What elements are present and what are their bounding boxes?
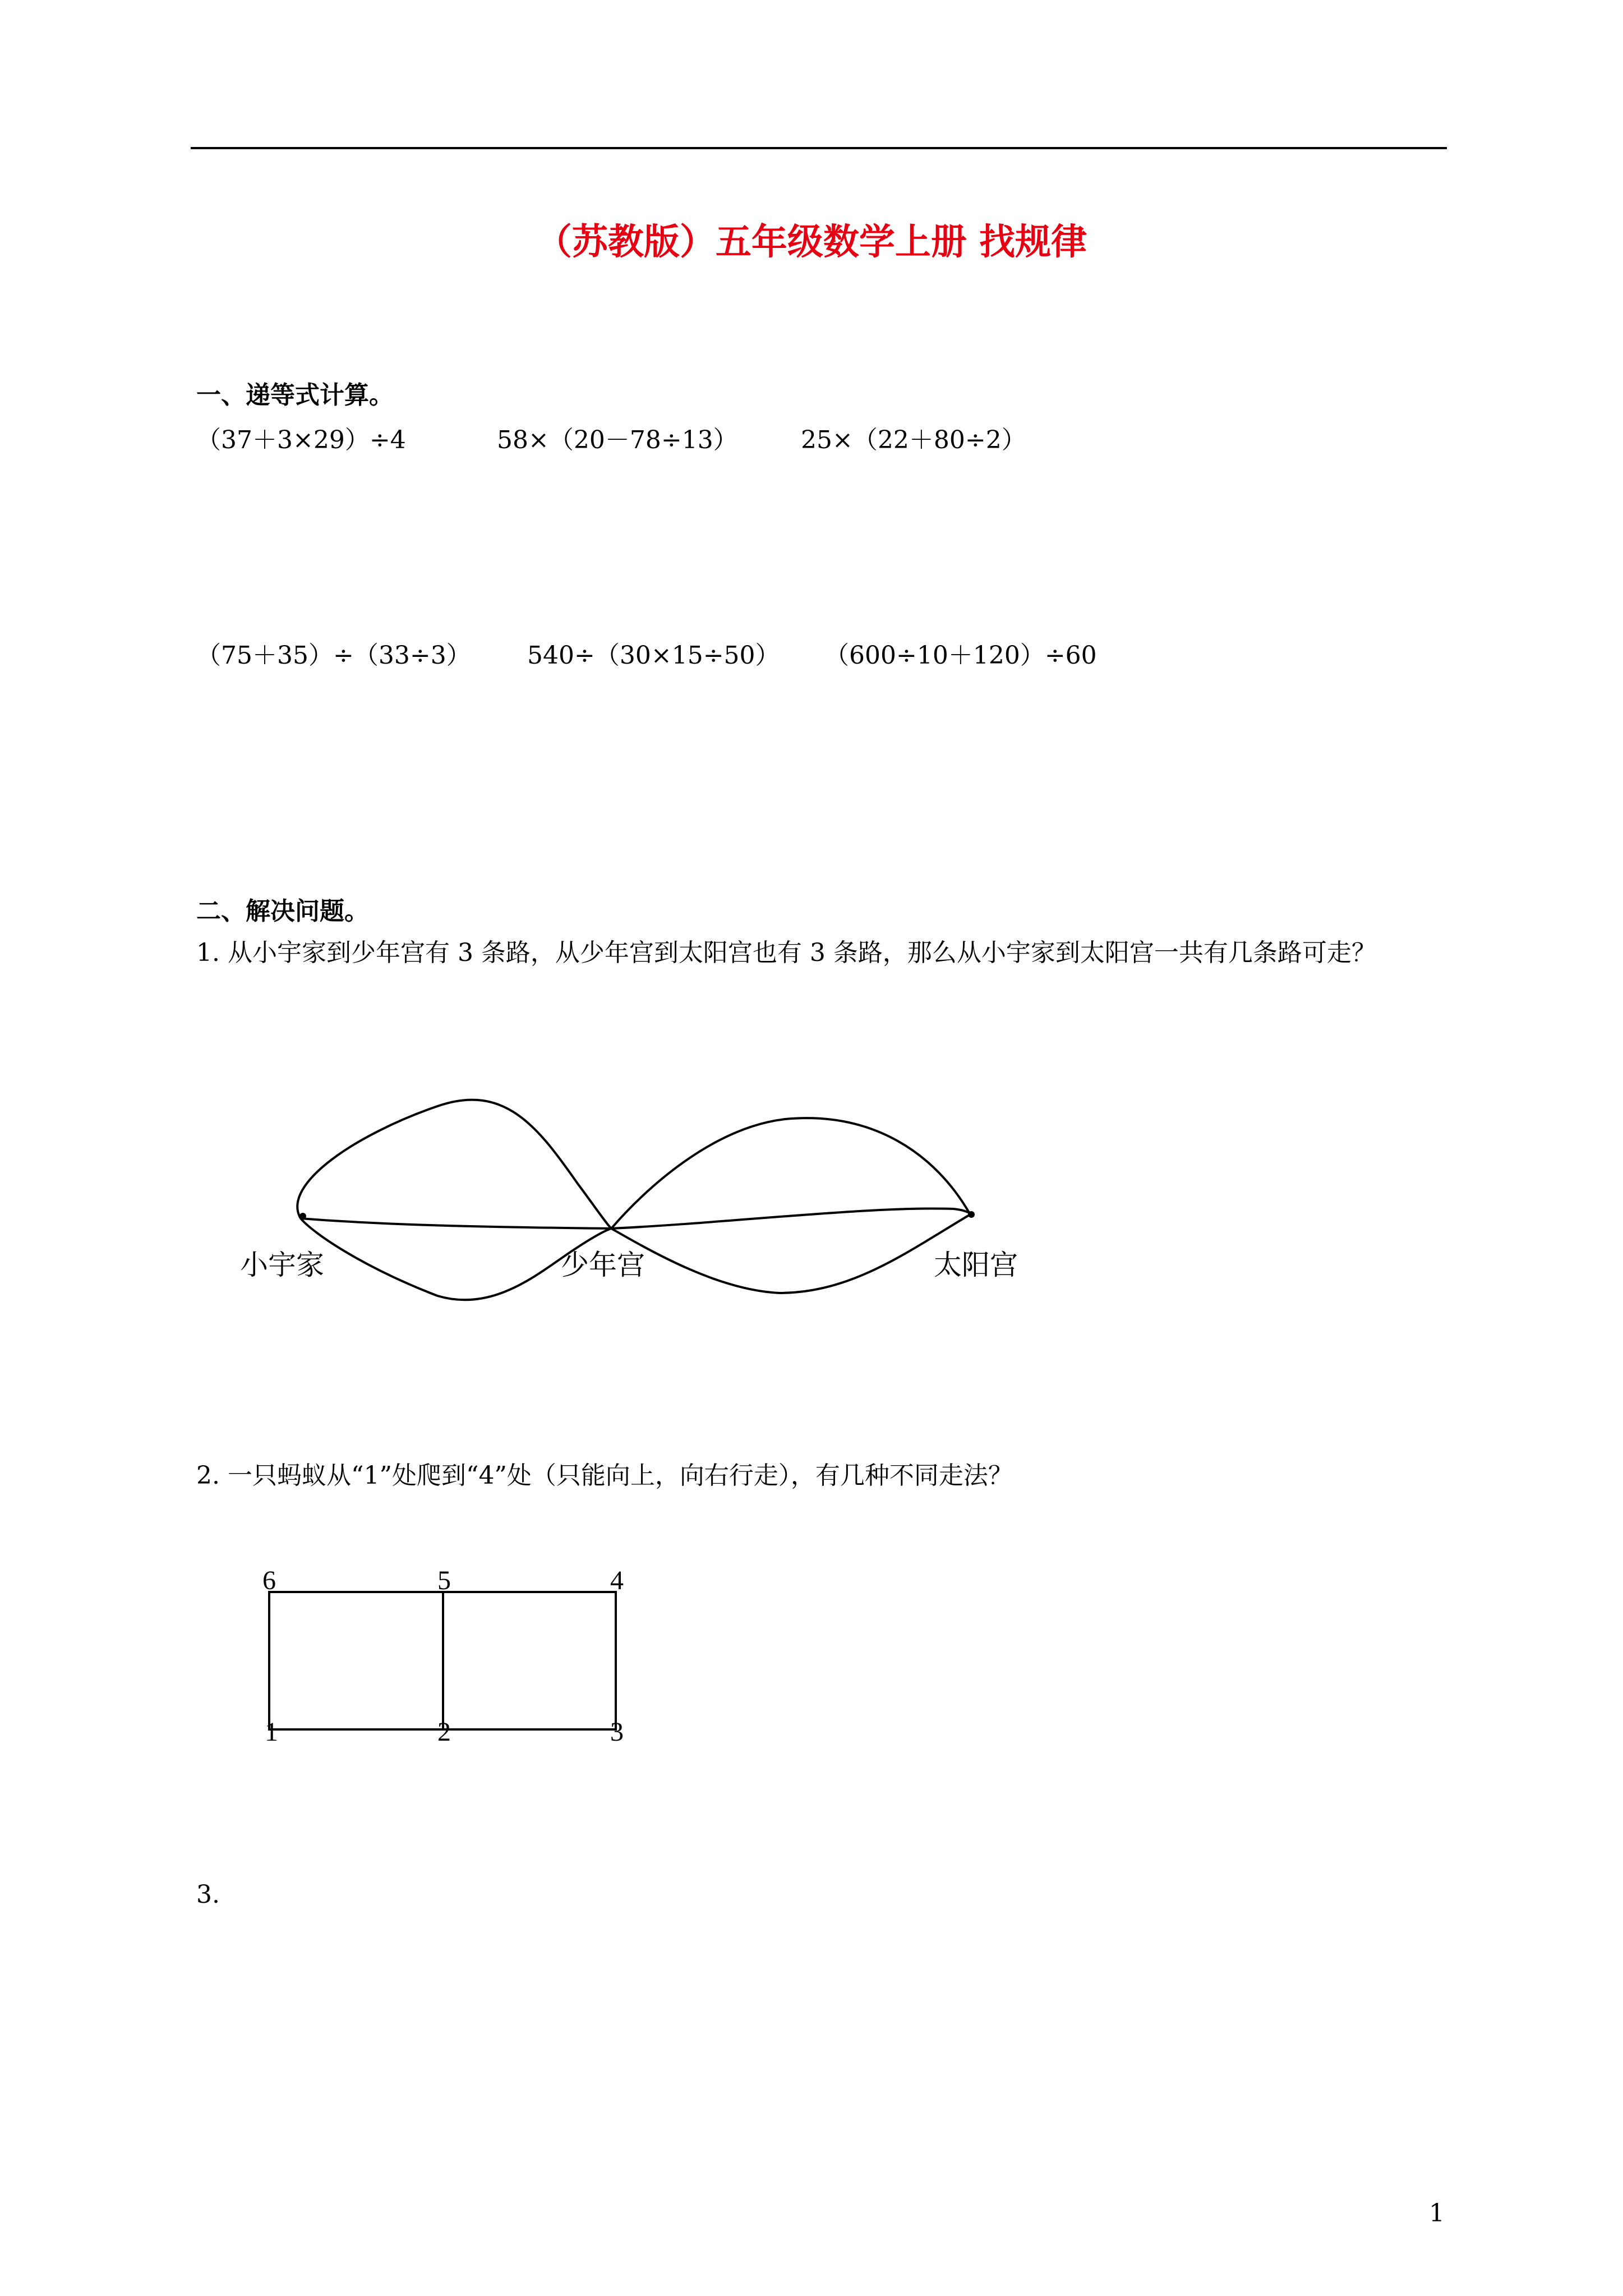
- expression: 540÷（30×15÷50）: [527, 641, 780, 670]
- node-label: 1: [265, 1717, 278, 1747]
- expression: 58×（20－78÷13）: [497, 426, 738, 454]
- route-middle-right: [611, 1208, 970, 1228]
- question-3: 3.: [196, 1880, 220, 1909]
- route-upper-right: [611, 1118, 970, 1228]
- question-1: 1. 从小宇家到少年宫有 3 条路，从少年宫到太阳宫也有 3 条路，那么从小宇家到太阳宫一共有几条路可走？: [196, 938, 1376, 967]
- node-label: 3: [610, 1717, 624, 1747]
- endpoint-dot: [968, 1211, 975, 1218]
- node-label: 2: [437, 1717, 451, 1747]
- endpoint-dot: [299, 1213, 306, 1220]
- grid-diagram: [269, 1592, 616, 1729]
- route-middle-left: [301, 1218, 611, 1228]
- label-youth-palace: 少年宫: [561, 1249, 645, 1281]
- label-sun-palace: 太阳宫: [934, 1249, 1018, 1281]
- label-xiaoyu-home: 小宇家: [240, 1249, 324, 1281]
- page-title: （苏教版）五年级数学上册 找规律: [536, 222, 1087, 263]
- node-label: 4: [610, 1566, 624, 1595]
- route-upper-left: [297, 1100, 611, 1228]
- node-label: 5: [437, 1566, 451, 1595]
- expression: 25×（22＋80÷2）: [801, 426, 1026, 454]
- expression: （75＋35）÷（33÷3）: [196, 641, 471, 670]
- question-2: 2. 一只蚂蚁从“1”处爬到“4”处（只能向上，向右行走），有几种不同走法？: [196, 1461, 1013, 1490]
- expression: （37＋3×29）÷4: [196, 426, 406, 454]
- section2-heading: 二、解决问题。: [196, 897, 369, 926]
- page-number: 1: [1429, 2199, 1445, 2228]
- node-label: 6: [262, 1566, 276, 1595]
- section1-heading: 一、递等式计算。: [196, 381, 394, 409]
- expression: （600÷10＋120）÷60: [824, 641, 1097, 670]
